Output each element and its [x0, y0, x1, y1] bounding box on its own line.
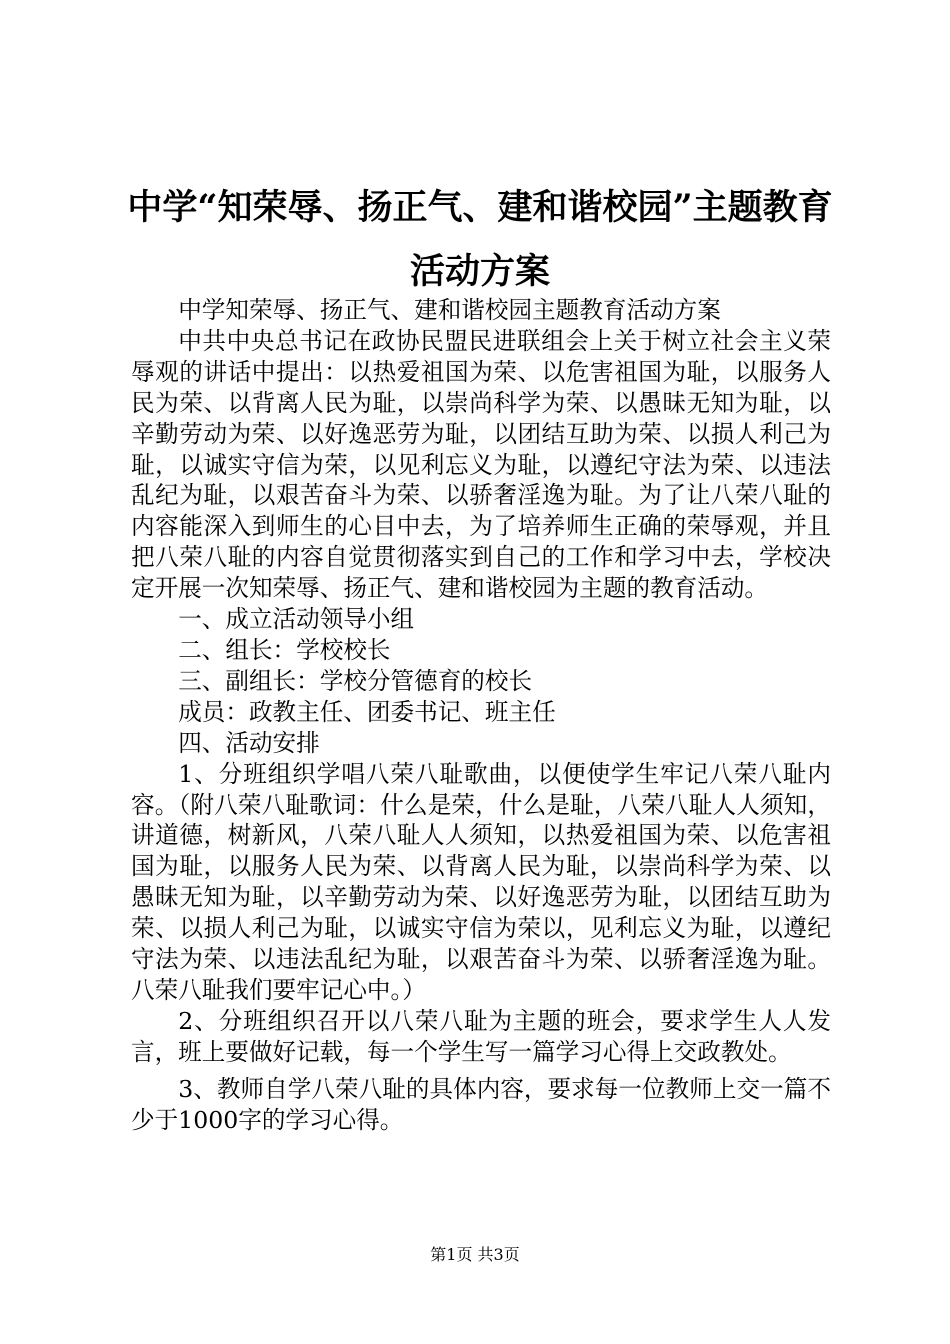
paragraph-item-3: 3、教师自学八荣八耻的具体内容，要求每一位教师上交一篇不少于1000字的学习心得。 [131, 1074, 831, 1134]
paragraph-section-2: 二、组长：学校校长 [178, 635, 391, 664]
paragraph-members: 成员：政教主任、团委书记、班主任 [178, 697, 556, 726]
paragraph-section-1: 一、成立活动领导小组 [178, 605, 415, 634]
paragraph-section-3: 三、副组长：学校分管德育的校长 [178, 666, 533, 695]
document-body [131, 295, 831, 1135]
page-footer: 第1页 共3页 [430, 1245, 520, 1264]
paragraph-intro: 中共中央总书记在政协民盟民进联组会上关于树立社会主义荣辱观的讲话中提出：以热爱祖国为荣、以危害祖国为耻，以服务人民为荣、以背离人民为耻，以崇尚科学为荣、以愚昧无知为耻，以辛勤劳动为荣、以好逸恶劳为耻，以团结互助为荣、以损人利己为耻，以诚实守信为荣，以见利忘义为耻，以遵纪守法为荣、以违法乱纪为耻，以艰苦奋斗为荣、以骄奢淫逸为耻。为了让八荣八耻的内容能深入到师生的心目中去，为了培养师生正确的荣辱观，并且把八荣八耻的内容自觉贯彻落实到自己的工作和学习中去，学校决定开展一次知荣辱、扬正气、建和谐校园为主题的教育活动。 [131, 326, 831, 603]
paragraph-subtitle: 中学知荣辱、扬正气、建和谐校园主题教育活动方案 [178, 296, 721, 324]
paragraph-item-2: 2、分班组织召开以八荣八耻为主题的班会，要求学生人人发言，班上要做好记载，每一个学生写一篇学习心得上交政教处。 [131, 1006, 831, 1066]
document-title: 中学“知荣辱、扬正气、建和谐校园”主题教育活动方案 [127, 187, 833, 292]
paragraph-item-1: 1、分班组织学唱八荣八耻歌曲，以便使学生牢记八荣八耻内容。（附八荣八耻歌词：什么是荣，什么是耻，八荣八耻人人须知，讲道德，树新风，八荣八耻人人须知，以热爱祖国为荣、以危害祖国为耻，以服务人民为荣、以背离人民为耻，以崇尚科学为荣、以愚昧无知为耻，以辛勤劳动为荣、以好逸恶劳为耻，以团结互助为荣、以损人利己为耻，以诚实守信为荣以，见利忘义为耻，以遵纪守法为荣、以违法乱纪为耻，以艰苦奋斗为荣、以骄奢淫逸为耻。八荣八耻我们要牢记心中。） [131, 759, 831, 1004]
paragraph-section-4: 四、活动安排 [178, 728, 320, 757]
